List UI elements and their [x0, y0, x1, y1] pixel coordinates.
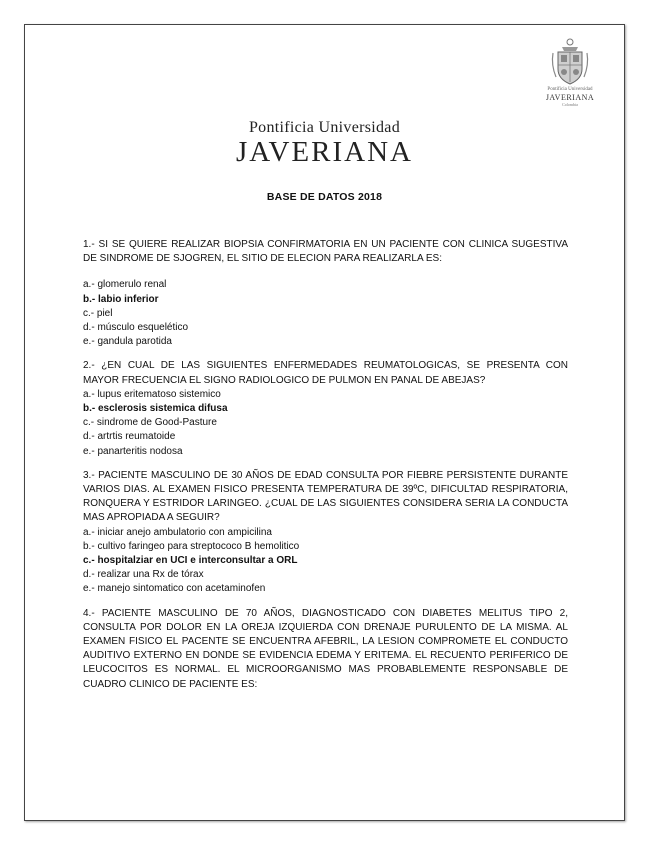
question-2-option-e: e.- panarteritis nodosa [83, 445, 183, 457]
question-1-option-c: c.- piel [83, 307, 113, 319]
question-3-stem: 3.- PACIENTE MASCULINO DE 30 AÑOS DE EDAD CONSULTA POR FIEBRE PERSISTENTE DURANTE VARIOS DIAS. AL EXAMEN FISICO PRESENTA TEMPERATURA DE 39ºC, DIFICULTAD RESPIRATORIA, RONQUERA Y ESTRIDOR LARINGEO. ¿CUAL DE LAS SIGUIENTES CONSIDERA SERIA LA CONDUCTA MAS APROPIADA A SEGUIR? [83, 469, 568, 524]
university-logo [25, 119, 624, 167]
question-3-option-b: b.- cultivo faringeo para streptococo B hemolitico [83, 540, 300, 552]
seal-text-line3: Colombia [562, 102, 578, 107]
question-1-stem: 1.- SI SE QUIERE REALIZAR BIOPSIA CONFIRMATORIA EN UN PACIENTE CON CLINICA SUGESTIVA DE SINDROME DE SJOGREN, EL SITIO DE ELECION PARA REALIZARLA ES: [83, 239, 568, 265]
question-2-option-d: d.- artrtis reumatoide [83, 431, 176, 443]
question-2-stem: 2.- ¿EN CUAL DE LAS SIGUIENTES ENFERMEDADES REUMATOLOGICAS, SE PRESENTA CON MAYOR FRECUENCIA EL SIGNO RADIOLOGICO DE PULMON EN PANAL DE ABEJAS? [83, 360, 568, 386]
question-1-option-e: e.- gandula parotida [83, 336, 172, 348]
logo-line2: JAVERIANA [236, 136, 413, 168]
document-title: BASE DE DATOS 2018 [266, 191, 383, 203]
question-2-option-c: c.- sindrome de Good-Pasture [83, 417, 217, 429]
questions-container [83, 238, 568, 702]
question-3-option-c: c.- hospitalziar en UCI e interconsultar a ORL [83, 555, 298, 567]
question-3-option-a: a.- iniciar anejo ambulatorio con ampicilina [83, 526, 272, 538]
question-1 [83, 238, 568, 349]
university-seal [538, 37, 602, 117]
question-1-option-d: d.- músculo esquelético [83, 322, 189, 334]
question-4-stem: 4.- PACIENTE MASCULINO DE 70 AÑOS, DIAGNOSTICADO CON DIABETES MELITUS TIPO 2, CONSULTA POR DOLOR EN LA OREJA IZQUIERDA CON DRENAJE PURULENTO DE LA MISMA. AL EXAMEN FISICO EL PACENTE SE ENCUENTRA AFEBRIL, LA LESION COMPROMETE EL CONDUCTO AUDITIVO EXTERNO EN DONDE SE EVIDENCIA EDEMA Y ERITEMA. EL RECUENTO PERIFERICO DE LEUCOCITOS ES NORMAL. EL MICROORGANISMO MAS PROBABLEMENTE RESPONSABLE DE CUADRO CLINICO DE PACIENTE ES: [83, 607, 568, 690]
logo-line1: Pontificia Universidad [248, 119, 400, 136]
seal-text-line2: JAVERIANA [545, 93, 595, 102]
question-3-option-e: e.- manejo sintomatico con acetaminofen [83, 583, 266, 595]
question-2-option-a: a.- lupus eritematoso sistemico [83, 388, 221, 400]
question-3 [83, 469, 568, 597]
question-2 [83, 359, 568, 458]
question-3-option-d: d.- realizar una Rx de tórax [83, 569, 204, 581]
question-2-option-b: b.- esclerosis sistemica difusa [83, 403, 228, 415]
question-4 [83, 607, 568, 692]
question-1-option-a: a.- glomerulo renal [83, 279, 167, 291]
question-1-option-b: b.- labio inferior [83, 293, 159, 305]
seal-text-line1: Pontificia Universidad [547, 87, 593, 92]
document-page [24, 24, 625, 821]
coat-of-arms-icon [550, 37, 590, 87]
